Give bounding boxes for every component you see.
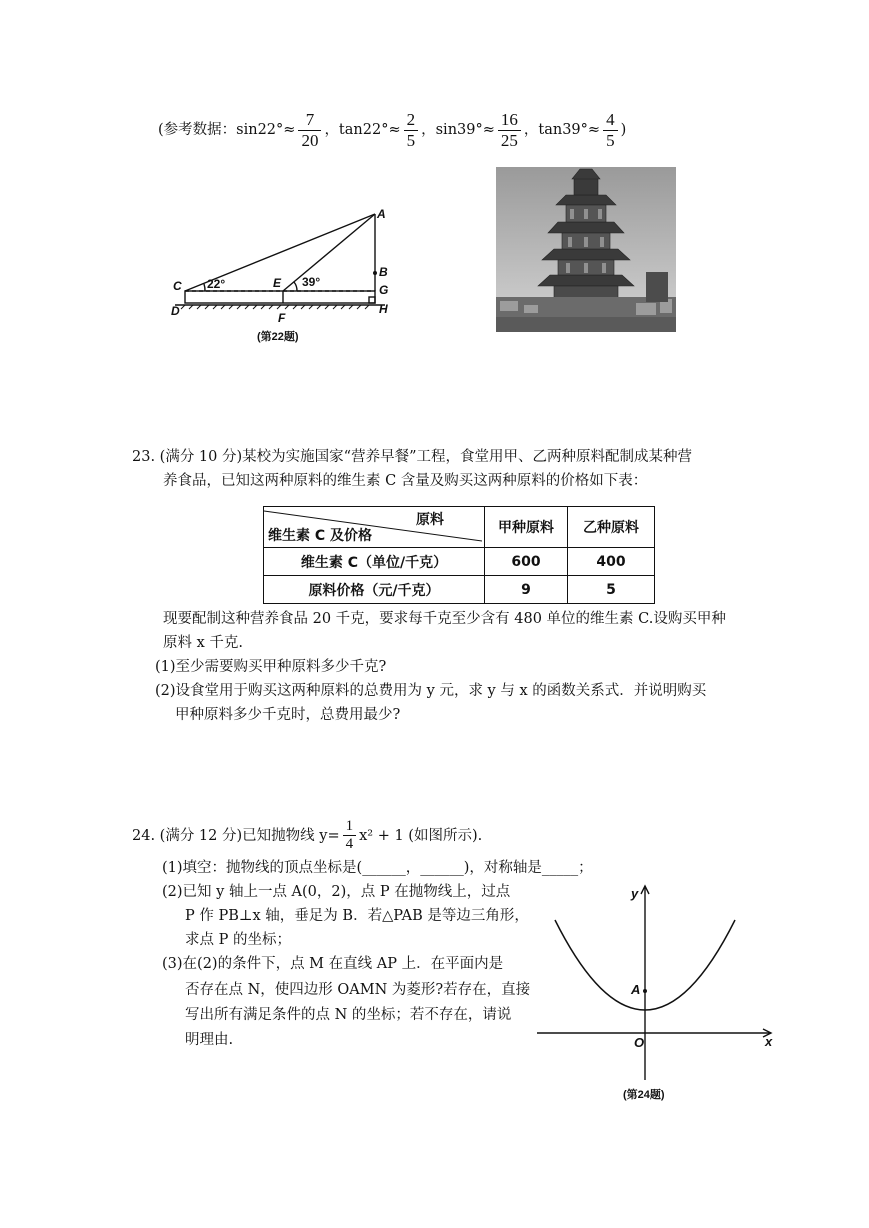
fraction: [603, 110, 618, 150]
q23-sub2b: 甲种原料多少千克时，总费用最少?: [175, 707, 401, 723]
q23-p2: 原料 x 千克.: [163, 635, 244, 651]
q23-line1: 23. (满分 10 分)某校为实施国家“营养早餐”工程，食堂用甲、乙两种原料配制成某种营: [132, 449, 692, 465]
table-row: [264, 548, 655, 576]
tower-photo: [496, 167, 676, 332]
row-label: 原料价格（元/千克）: [264, 576, 485, 604]
row-value: 600: [485, 548, 568, 576]
q24-sub2b: P 作 PB⊥x 轴，垂足为 B．若△PAB 是等边三角形，: [185, 908, 529, 924]
q23-sub1: (1)至少需要购买甲种原料多少千克?: [155, 659, 387, 675]
nutrition-table: [263, 506, 655, 604]
q23-sub2a: (2)设食堂用于购买这两种原料的总费用为 y 元，求 y 与 x 的函数关系式．并说明购买: [155, 683, 707, 699]
q24-sub3a: (3)在(2)的条件下，点 M 在直线 AP 上．在平面内是: [162, 956, 504, 972]
row-value: 5: [568, 576, 655, 604]
q24-sub3b: 否存在点 N，使四边形 OAMN 为菱形?若存在，直接: [185, 982, 531, 998]
figure-24: [535, 880, 785, 1110]
q24-header: [132, 818, 482, 854]
caption-24: (第24题): [623, 1089, 665, 1101]
q24-sub3d: 明理由.: [185, 1032, 234, 1048]
label-G: G: [379, 283, 389, 297]
fraction-den: 4: [345, 836, 354, 853]
fraction: [343, 818, 357, 854]
ref-text: ，sin39°≈: [421, 122, 495, 139]
corner-top: 原料: [416, 512, 444, 528]
table-header-col1: 甲种原料: [485, 507, 568, 548]
figure-22: [165, 200, 395, 350]
table-header-col2: 乙种原料: [568, 507, 655, 548]
table-corner-cell: [264, 507, 485, 548]
fraction: [404, 110, 419, 150]
q24-sub3c: 写出所有满足条件的点 N 的坐标；若不存在，请说: [185, 1007, 512, 1023]
fraction-num: 1: [343, 818, 357, 836]
label-A: A: [377, 207, 386, 221]
label-D: D: [171, 304, 180, 318]
label-B: B: [379, 265, 388, 279]
q24-sub2a: (2)已知 y 轴上一点 A(0，2)，点 P 在抛物线上，过点: [162, 884, 511, 900]
label-F: F: [278, 311, 286, 325]
axis-y-label: y: [631, 886, 639, 901]
ref-text: ，tan39°≈: [523, 122, 601, 139]
origin-label: O: [634, 1035, 645, 1050]
row-label: 维生素 C（单位/千克）: [264, 548, 485, 576]
point-A-label: A: [631, 982, 641, 997]
ref-text: ，tan22°≈: [324, 122, 401, 139]
fraction-den: 25: [500, 130, 518, 150]
label-H: H: [379, 302, 388, 316]
fraction-num: 2: [404, 110, 419, 131]
corner-bottom: 维生素 C 及价格: [268, 528, 373, 544]
angle-39: 39°: [302, 275, 321, 289]
table-row: [264, 576, 655, 604]
fraction-den: 20: [301, 130, 319, 150]
label-C: C: [173, 279, 182, 293]
ref-text: ): [620, 122, 627, 139]
q23-p1: 现要配制这种营养食品 20 千克，要求每千克至少含有 480 单位的维生素 C.设购买甲种: [163, 611, 726, 627]
fraction-den: 5: [606, 130, 615, 150]
fraction: [298, 110, 321, 150]
fraction-num: 16: [498, 110, 521, 131]
q24-head-post: x² + 1 (如图所示).: [359, 827, 483, 844]
fraction-num: 4: [603, 110, 618, 131]
q24-sub1: (1)填空：抛物线的顶点坐标是(______，______)，对称轴是_____；: [162, 860, 593, 876]
row-value: 9: [485, 576, 568, 604]
axis-x-label: x: [765, 1034, 773, 1049]
fraction: [498, 110, 521, 150]
q24-head-pre: 24. (满分 12 分)已知抛物线 y=: [132, 827, 340, 844]
fraction-den: 5: [406, 130, 416, 150]
q23-line2: 养食品，已知这两种原料的维生素 C 含量及购买这两种原料的价格如下表：: [163, 473, 648, 489]
fraction-num: 7: [298, 110, 321, 131]
ref-text: (参考数据：sin22°≈: [158, 122, 296, 139]
caption-22: (第22题): [257, 331, 299, 343]
label-E: E: [273, 276, 282, 290]
row-value: 400: [568, 548, 655, 576]
q24-sub2c: 求点 P 的坐标；: [185, 932, 291, 948]
reference-data: [158, 110, 626, 150]
angle-22: 22°: [207, 277, 226, 291]
